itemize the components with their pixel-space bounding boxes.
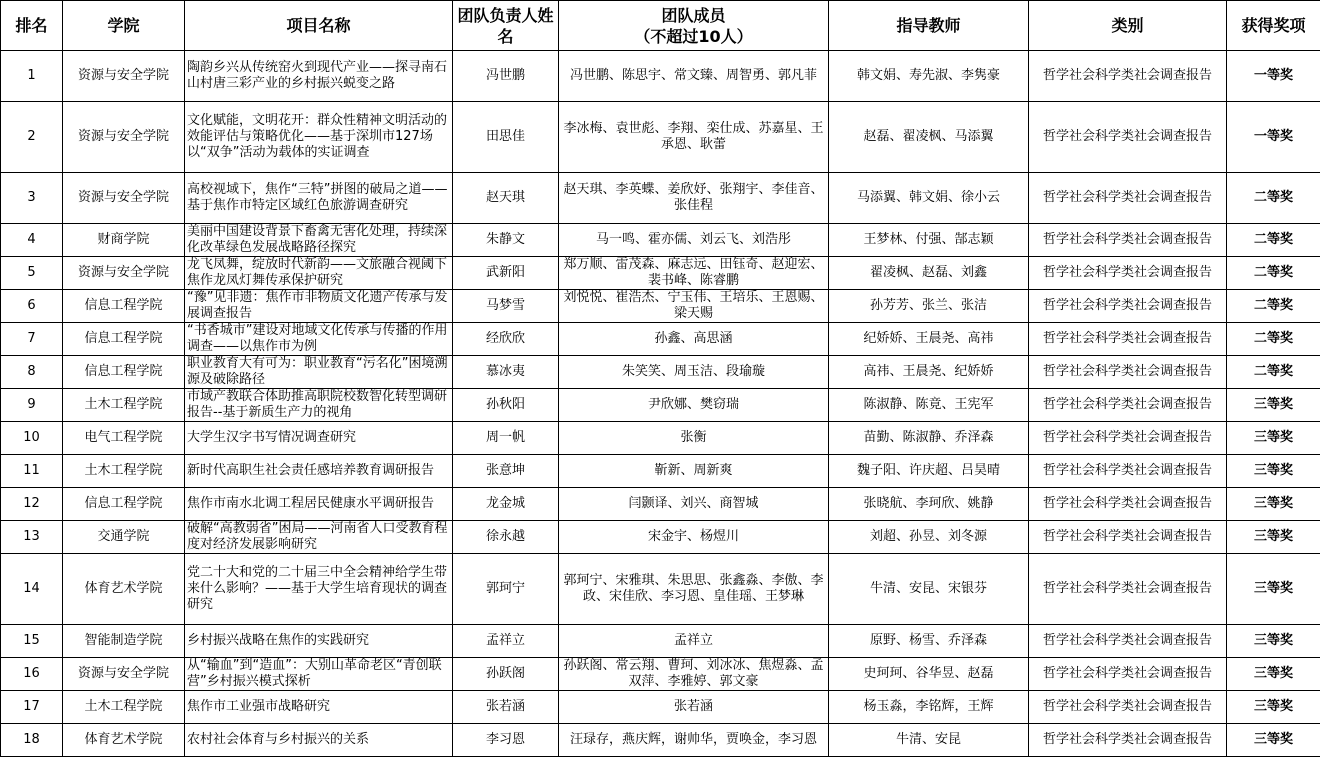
row-college: 电气工程学院: [63, 422, 185, 455]
row-college: 土木工程学院: [63, 389, 185, 422]
row-leader: 周一帆: [453, 422, 559, 455]
row-advisors: 原野、杨雪、乔泽森: [829, 625, 1029, 658]
header-members: 团队成员 （不超过10人）: [559, 1, 829, 51]
row-advisors: 牛清、安昆: [829, 724, 1029, 757]
table-row: [1, 488, 1320, 521]
row-rank: 11: [1, 455, 63, 488]
row-leader: 龙金城: [453, 488, 559, 521]
row-college: 资源与安全学院: [63, 173, 185, 224]
row-college: 财商学院: [63, 224, 185, 257]
row-category: 哲学社会科学类社会调查报告: [1029, 455, 1227, 488]
row-rank: 6: [1, 290, 63, 323]
row-college: 信息工程学院: [63, 323, 185, 356]
row-award: 二等奖: [1227, 224, 1320, 257]
row-advisors: 韩文娟、寿先淑、李隽豪: [829, 51, 1029, 102]
row-leader: 冯世鹏: [453, 51, 559, 102]
row-advisors: 张晓航、李珂欣、姚静: [829, 488, 1029, 521]
row-project: “书香城市”建设对地域文化传承与传播的作用调查——以焦作市为例: [185, 323, 453, 356]
row-project: 从“输血”到“造血”：大别山革命老区“青创联营”乡村振兴模式探析: [185, 658, 453, 691]
table-row: [1, 554, 1320, 625]
row-award: 三等奖: [1227, 554, 1320, 625]
row-advisors: 魏子阳、许庆超、吕昊晴: [829, 455, 1029, 488]
header-project: 项目名称: [185, 1, 453, 51]
row-category: 哲学社会科学类社会调查报告: [1029, 389, 1227, 422]
row-advisors: 王梦林、付强、郜志颖: [829, 224, 1029, 257]
row-category: 哲学社会科学类社会调查报告: [1029, 422, 1227, 455]
row-advisors: 杨玉淼，李铭辉，王辉: [829, 691, 1029, 724]
row-project: 乡村振兴战略在焦作的实践研究: [185, 625, 453, 658]
row-advisors: 马添翼、韩文娟、徐小云: [829, 173, 1029, 224]
row-members: 赵天琪、李英蝶、姜欣妤、张翔宇、李佳音、张佳程: [559, 173, 829, 224]
row-college: 交通学院: [63, 521, 185, 554]
row-leader: 朱静文: [453, 224, 559, 257]
table-row: [1, 224, 1320, 257]
table-row: [1, 389, 1320, 422]
row-award: 三等奖: [1227, 455, 1320, 488]
row-leader: 郭珂宁: [453, 554, 559, 625]
table-row: [1, 724, 1320, 757]
header-row: [1, 1, 1320, 51]
row-college: 信息工程学院: [63, 488, 185, 521]
row-advisors: 史珂珂、谷华昱、赵磊: [829, 658, 1029, 691]
row-advisors: 刘超、孙昱、刘冬源: [829, 521, 1029, 554]
row-award: 三等奖: [1227, 691, 1320, 724]
row-award: 三等奖: [1227, 521, 1320, 554]
row-rank: 7: [1, 323, 63, 356]
row-members: 孟祥立: [559, 625, 829, 658]
table-row: [1, 290, 1320, 323]
row-category: 哲学社会科学类社会调查报告: [1029, 102, 1227, 173]
row-category: 哲学社会科学类社会调查报告: [1029, 224, 1227, 257]
row-project: 焦作市南水北调工程居民健康水平调研报告: [185, 488, 453, 521]
row-award: 二等奖: [1227, 323, 1320, 356]
header-award: 获得奖项: [1227, 1, 1320, 51]
row-members: 朱笑笑、周玉洁、段瑜璇: [559, 356, 829, 389]
row-advisors: 陈淑静、陈竟、王宪军: [829, 389, 1029, 422]
row-leader: 徐永越: [453, 521, 559, 554]
row-category: 哲学社会科学类社会调查报告: [1029, 173, 1227, 224]
row-leader: 张若涵: [453, 691, 559, 724]
row-advisors: 纪娇娇、王晨尧、高祎: [829, 323, 1029, 356]
row-rank: 3: [1, 173, 63, 224]
row-leader: 张意坤: [453, 455, 559, 488]
row-project: 文化赋能，文明花开：群众性精神文明活动的效能评估与策略优化——基于深圳市127场以“双争”活动为载体的实证调查: [185, 102, 453, 173]
table-row: [1, 356, 1320, 389]
row-advisors: 牛清、安昆、宋银芬: [829, 554, 1029, 625]
row-rank: 9: [1, 389, 63, 422]
row-advisors: 苗勤、陈淑静、乔泽森: [829, 422, 1029, 455]
row-rank: 12: [1, 488, 63, 521]
row-leader: 孟祥立: [453, 625, 559, 658]
row-members: 张若涵: [559, 691, 829, 724]
table-row: [1, 455, 1320, 488]
row-rank: 1: [1, 51, 63, 102]
row-rank: 4: [1, 224, 63, 257]
row-leader: 田思佳: [453, 102, 559, 173]
row-members: 宋金宇、杨煜川: [559, 521, 829, 554]
row-rank: 2: [1, 102, 63, 173]
row-rank: 16: [1, 658, 63, 691]
header-category: 类别: [1029, 1, 1227, 51]
row-leader: 孙秋阳: [453, 389, 559, 422]
row-award: 三等奖: [1227, 658, 1320, 691]
row-award: 三等奖: [1227, 625, 1320, 658]
row-project: 高校视域下，焦作“三特”拼图的破局之道——基于焦作市特定区域红色旅游调查研究: [185, 173, 453, 224]
row-members: 闫颢译、刘兴、商智城: [559, 488, 829, 521]
header-rank: 排名: [1, 1, 63, 51]
row-award: 二等奖: [1227, 356, 1320, 389]
table-row: [1, 257, 1320, 290]
row-rank: 14: [1, 554, 63, 625]
row-leader: 武新阳: [453, 257, 559, 290]
row-category: 哲学社会科学类社会调查报告: [1029, 290, 1227, 323]
table-row: [1, 51, 1320, 102]
row-members: 孙鑫、高思涵: [559, 323, 829, 356]
row-members: 张衡: [559, 422, 829, 455]
row-college: 智能制造学院: [63, 625, 185, 658]
row-members: 冯世鹏、陈思宇、常文臻、周智勇、郭凡菲: [559, 51, 829, 102]
row-college: 资源与安全学院: [63, 51, 185, 102]
row-category: 哲学社会科学类社会调查报告: [1029, 658, 1227, 691]
table-row: [1, 173, 1320, 224]
row-members: 马一鸣、霍亦儒、刘云飞、刘浩彤: [559, 224, 829, 257]
table-row: [1, 658, 1320, 691]
row-category: 哲学社会科学类社会调查报告: [1029, 554, 1227, 625]
row-leader: 慕冰夷: [453, 356, 559, 389]
row-college: 土木工程学院: [63, 691, 185, 724]
row-category: 哲学社会科学类社会调查报告: [1029, 488, 1227, 521]
row-project: 龙飞凤舞，绽放时代新韵——文旅融合视阈下焦作龙凤灯舞传承保护研究: [185, 257, 453, 290]
row-project: 新时代高职生社会责任感培养教育调研报告: [185, 455, 453, 488]
row-rank: 15: [1, 625, 63, 658]
row-project: 市域产教联合体助推高职院校数智化转型调研报告--基于新质生产力的视角: [185, 389, 453, 422]
row-category: 哲学社会科学类社会调查报告: [1029, 51, 1227, 102]
row-advisors: 赵磊、翟凌枫、马添翼: [829, 102, 1029, 173]
row-category: 哲学社会科学类社会调查报告: [1029, 625, 1227, 658]
row-award: 二等奖: [1227, 257, 1320, 290]
row-advisors: 孙芳芳、张兰、张洁: [829, 290, 1029, 323]
table-row: [1, 521, 1320, 554]
row-advisors: 高祎、王晨尧、纪娇娇: [829, 356, 1029, 389]
row-college: 体育艺术学院: [63, 554, 185, 625]
row-leader: 马梦雪: [453, 290, 559, 323]
row-project: 大学生汉字书写情况调查研究: [185, 422, 453, 455]
row-members: 汪琭存，燕庆辉，谢帅华，贾唤金，李习恩: [559, 724, 829, 757]
row-members: 刘悦悦、崔浩杰、宁玉伟、王培乐、王恩赐、梁天赐: [559, 290, 829, 323]
row-project: 美丽中国建设背景下畜禽无害化处理，持续深化改革绿色发展战略路径探究: [185, 224, 453, 257]
row-category: 哲学社会科学类社会调查报告: [1029, 521, 1227, 554]
row-college: 资源与安全学院: [63, 102, 185, 173]
row-rank: 17: [1, 691, 63, 724]
row-project: 陶韵乡兴从传统窑火到现代产业——探寻南石山村唐三彩产业的乡村振兴蜕变之路: [185, 51, 453, 102]
row-category: 哲学社会科学类社会调查报告: [1029, 724, 1227, 757]
row-project: 职业教育大有可为：职业教育“污名化”困境溯源及破除路径: [185, 356, 453, 389]
row-category: 哲学社会科学类社会调查报告: [1029, 257, 1227, 290]
row-award: 三等奖: [1227, 389, 1320, 422]
row-rank: 18: [1, 724, 63, 757]
table-row: [1, 625, 1320, 658]
row-project: “豫”见非遗：焦作市非物质文化遗产传承与发展调查报告: [185, 290, 453, 323]
row-college: 信息工程学院: [63, 356, 185, 389]
row-award: 三等奖: [1227, 724, 1320, 757]
table-row: [1, 102, 1320, 173]
row-project: 农村社会体育与乡村振兴的关系: [185, 724, 453, 757]
header-college: 学院: [63, 1, 185, 51]
row-category: 哲学社会科学类社会调查报告: [1029, 356, 1227, 389]
row-members: 靳新、周新爽: [559, 455, 829, 488]
table-row: [1, 422, 1320, 455]
header-advisors: 指导教师: [829, 1, 1029, 51]
row-rank: 10: [1, 422, 63, 455]
row-award: 三等奖: [1227, 488, 1320, 521]
row-members: 尹欣娜、樊窃瑞: [559, 389, 829, 422]
row-college: 土木工程学院: [63, 455, 185, 488]
row-college: 资源与安全学院: [63, 658, 185, 691]
row-college: 信息工程学院: [63, 290, 185, 323]
row-project: 焦作市工业强市战略研究: [185, 691, 453, 724]
row-rank: 5: [1, 257, 63, 290]
row-members: 孙跃阁、常云翔、曹珂、刘冰冰、焦煜淼、孟双萍、李雅婷、郭文豪: [559, 658, 829, 691]
row-leader: 赵天琪: [453, 173, 559, 224]
row-project: 破解“高教弱省”困局——河南省人口受教育程度对经济发展影响研究: [185, 521, 453, 554]
row-project: 党二十大和党的二十届三中全会精神给学生带来什么影响？——基于大学生培育现状的调查研究: [185, 554, 453, 625]
row-award: 一等奖: [1227, 102, 1320, 173]
table-row: [1, 323, 1320, 356]
header-leader: 团队负责人姓名: [453, 1, 559, 51]
row-members: 郑万顺、雷茂森、麻志远、田钰奇、赵迎宏、裴书峰、陈睿鹏: [559, 257, 829, 290]
row-leader: 经欣欣: [453, 323, 559, 356]
row-category: 哲学社会科学类社会调查报告: [1029, 323, 1227, 356]
row-category: 哲学社会科学类社会调查报告: [1029, 691, 1227, 724]
row-college: 体育艺术学院: [63, 724, 185, 757]
row-rank: 13: [1, 521, 63, 554]
row-award: 三等奖: [1227, 422, 1320, 455]
row-award: 二等奖: [1227, 290, 1320, 323]
row-award: 二等奖: [1227, 173, 1320, 224]
table-row: [1, 691, 1320, 724]
row-advisors: 翟凌枫、赵磊、刘鑫: [829, 257, 1029, 290]
row-members: 郭珂宁、宋雅琪、朱思思、张鑫淼、李傲、李政、宋佳欣、李习恩、皇佳瑶、王梦琳: [559, 554, 829, 625]
row-rank: 8: [1, 356, 63, 389]
row-members: 李冰梅、袁世彪、李翔、栾仕成、苏嘉星、王承恩、耿蕾: [559, 102, 829, 173]
row-college: 资源与安全学院: [63, 257, 185, 290]
row-leader: 李习恩: [453, 724, 559, 757]
row-leader: 孙跃阁: [453, 658, 559, 691]
row-award: 一等奖: [1227, 51, 1320, 102]
